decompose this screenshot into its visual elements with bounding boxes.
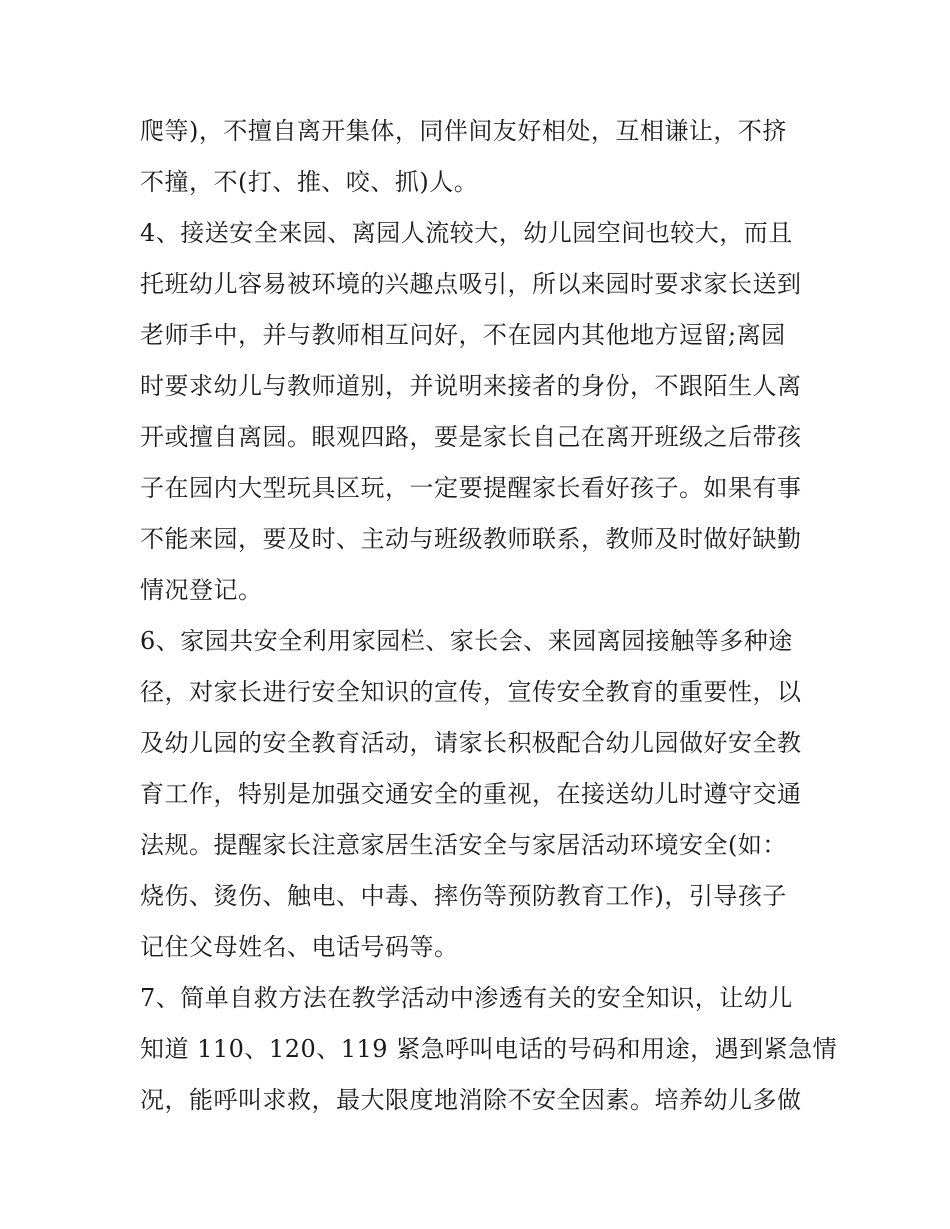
text-line: 及幼儿园的安全教育活动，请家长积极配合幼儿园做好安全教 — [140, 729, 802, 757]
text-line: 况，能呼叫求救，最大限度地消除不安全因素。培养幼儿多做 — [140, 1086, 802, 1114]
text-line: 知道 110、120、119 紧急呼叫电话的号码和用途，遇到紧急情 — [140, 1035, 838, 1063]
text-line: 不能来园，要及时、主动与班级教师联系，教师及时做好缺勤 — [140, 525, 802, 553]
text-line: 7、简单自救方法在教学活动中渗透有关的安全知识，让幼儿 — [140, 984, 793, 1012]
text-line: 开或擅自离园。眼观四路，要是家长自己在离开班级之后带孩 — [140, 423, 802, 451]
text-line: 径，对家长进行安全知识的宣传，宣传安全教育的重要性，以 — [140, 678, 802, 706]
text-line: 托班幼儿容易被环境的兴趣点吸引，所以来园时要求家长送到 — [140, 270, 802, 298]
text-line: 情况登记。 — [140, 576, 263, 604]
text-line: 育工作，特别是加强交通安全的重视，在接送幼儿时遵守交通 — [140, 780, 802, 808]
text-line: 记住父母姓名、电话号码等。 — [140, 933, 459, 961]
text-line: 法规。提醒家长注意家居生活安全与家居活动环境安全(如： — [140, 831, 787, 859]
text-line: 4、接送安全来园、离园人流较大，幼儿园空间也较大，而且 — [140, 219, 793, 247]
text-line: 老师手中，并与教师相互问好，不在园内其他地方逗留;离园 — [140, 321, 786, 349]
text-line: 爬等)，不擅自离开集体，同伴间友好相处，互相谦让，不挤 — [140, 117, 787, 145]
body-text — [140, 106, 838, 1126]
text-line: 子在园内大型玩具区玩，一定要提醒家长看好孩子。如果有事 — [140, 474, 802, 502]
text-line: 烧伤、烫伤、触电、中毒、摔伤等预防教育工作)，引导孩子 — [140, 882, 787, 910]
text-line: 6、家园共安全利用家园栏、家长会、来园离园接触等多种途 — [140, 627, 793, 655]
text-line: 不撞，不(打、推、咬、抓)人。 — [140, 168, 479, 196]
text-line: 时要求幼儿与教师道别，并说明来接者的身份，不跟陌生人离 — [140, 372, 802, 400]
